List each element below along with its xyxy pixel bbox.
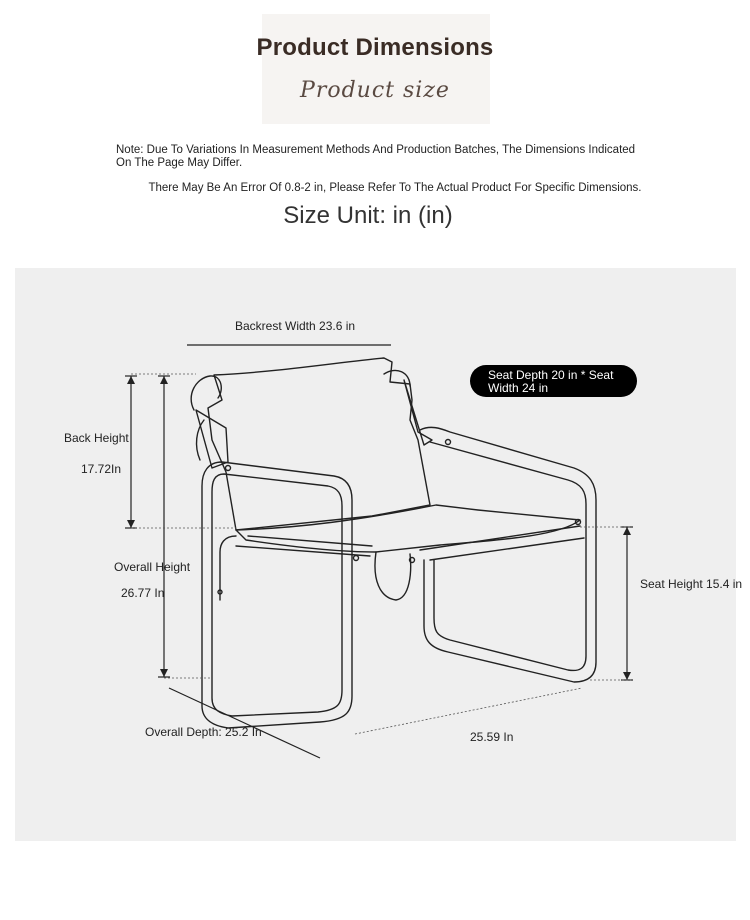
seat-fabric (236, 505, 580, 552)
tolerance-note: There May Be An Error Of 0.8-2 in, Please Refer To The Actual Product For Specific Dimensions. (148, 182, 642, 194)
seat-sling (375, 552, 411, 600)
front-tube-3 (248, 536, 372, 546)
rivet (354, 556, 359, 561)
right-frame-outer (420, 427, 596, 682)
backrest-fabric (208, 358, 430, 530)
page-title: Product Dimensions (256, 34, 494, 61)
right-strap (404, 380, 432, 445)
rear-tube-1 (420, 526, 580, 550)
rear-tube-2 (430, 538, 584, 560)
seat-height-label: Seat Height 15.4 in (640, 577, 743, 591)
width-value-label: 25.59 In (470, 730, 514, 744)
left-frame-inner (212, 474, 342, 716)
backrest-width-label: Backrest Width 23.6 in (235, 319, 356, 333)
front-tube (220, 536, 236, 600)
rivet (226, 466, 231, 471)
overall-depth-label: Overall Depth: 25.2 In (145, 725, 262, 739)
rivet (446, 440, 451, 445)
back-height-value: 17.72In (81, 462, 122, 476)
left-frame-outer (202, 462, 352, 728)
seat-depth-badge: Seat Depth 20 in * Seat Width 24 in (470, 365, 637, 397)
disclaimer-note: Note: Due To Variations In Measurement Methods And Production Batches, The Dimensions Indicated On The Page May Differ. (116, 144, 636, 169)
left-back-post (197, 420, 204, 460)
back-height-label: Back Height (64, 431, 129, 445)
backrest-left-roll (191, 376, 221, 410)
overall-height-label: Overall Height (114, 560, 191, 574)
size-unit-heading: Size Unit: in (in) (283, 202, 453, 229)
script-subtitle: Product size (300, 78, 450, 103)
overall-height-value: 26.77 In (121, 586, 165, 600)
width-line (355, 688, 582, 734)
